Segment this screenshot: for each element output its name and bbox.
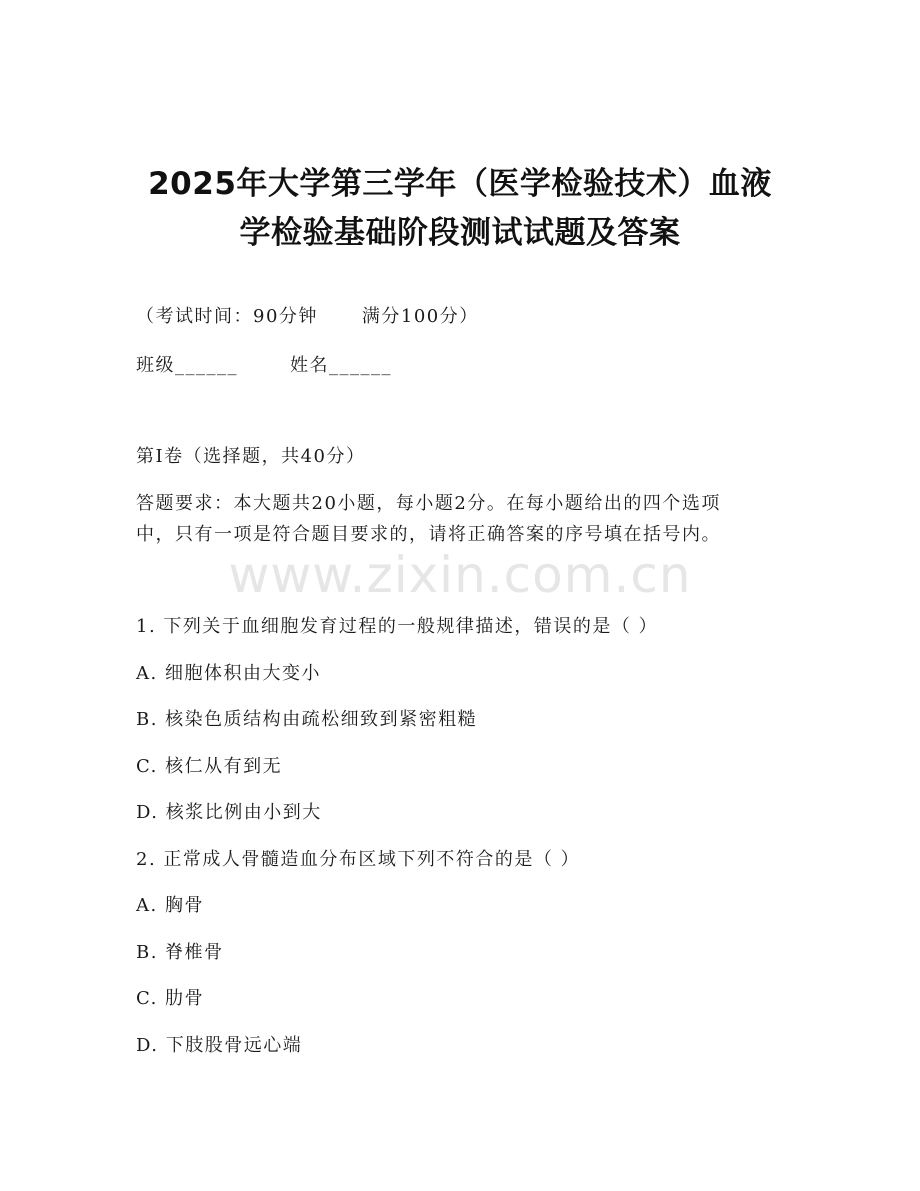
title-line-2: 学检验基础阶段测试试题及答案 [239, 215, 681, 251]
student-info [136, 351, 392, 377]
question-1-option-b: B. 核染色质结构由疏松细致到紧密粗糙 [136, 709, 478, 730]
question-2-option-a: A. 胸骨 [136, 895, 204, 916]
section-title: 第I卷（选择题，共40分） [136, 446, 366, 467]
question-1-stem: 1. 下列关于血细胞发育过程的一般规律描述，错误的是（ ） [136, 616, 659, 637]
exam-time: （考试时间：90分钟 [136, 306, 318, 327]
question-2-option-d: D. 下肢股骨远心端 [136, 1035, 303, 1056]
class-field: 班级______ [136, 355, 238, 376]
full-score: 满分100分） [361, 306, 479, 327]
name-field: 姓名______ [290, 355, 392, 376]
watermark: www.zixin.com.cn [228, 546, 692, 604]
question-1-option-d: D. 核浆比例由小到大 [136, 802, 322, 823]
instructions-line-2: 中，只有一项是符合题目要求的，请将正确答案的序号填在括号内。 [136, 524, 721, 545]
instructions-line-1: 答题要求：本大题共20小题，每小题2分。在每小题给出的四个选项 [136, 493, 721, 514]
question-2-option-b: B. 脊椎骨 [136, 942, 224, 963]
question-1-option-c: C. 核仁从有到无 [136, 756, 283, 777]
question-2-option-c: C. 肋骨 [136, 988, 205, 1009]
question-1-option-a: A. 细胞体积由大变小 [136, 663, 321, 684]
question-2-stem: 2. 正常成人骨髓造血分布区域下列不符合的是（ ） [136, 849, 581, 870]
title-line-1: 2025年大学第三学年（医学检验技术）血液 [148, 166, 772, 202]
exam-info [136, 302, 479, 328]
